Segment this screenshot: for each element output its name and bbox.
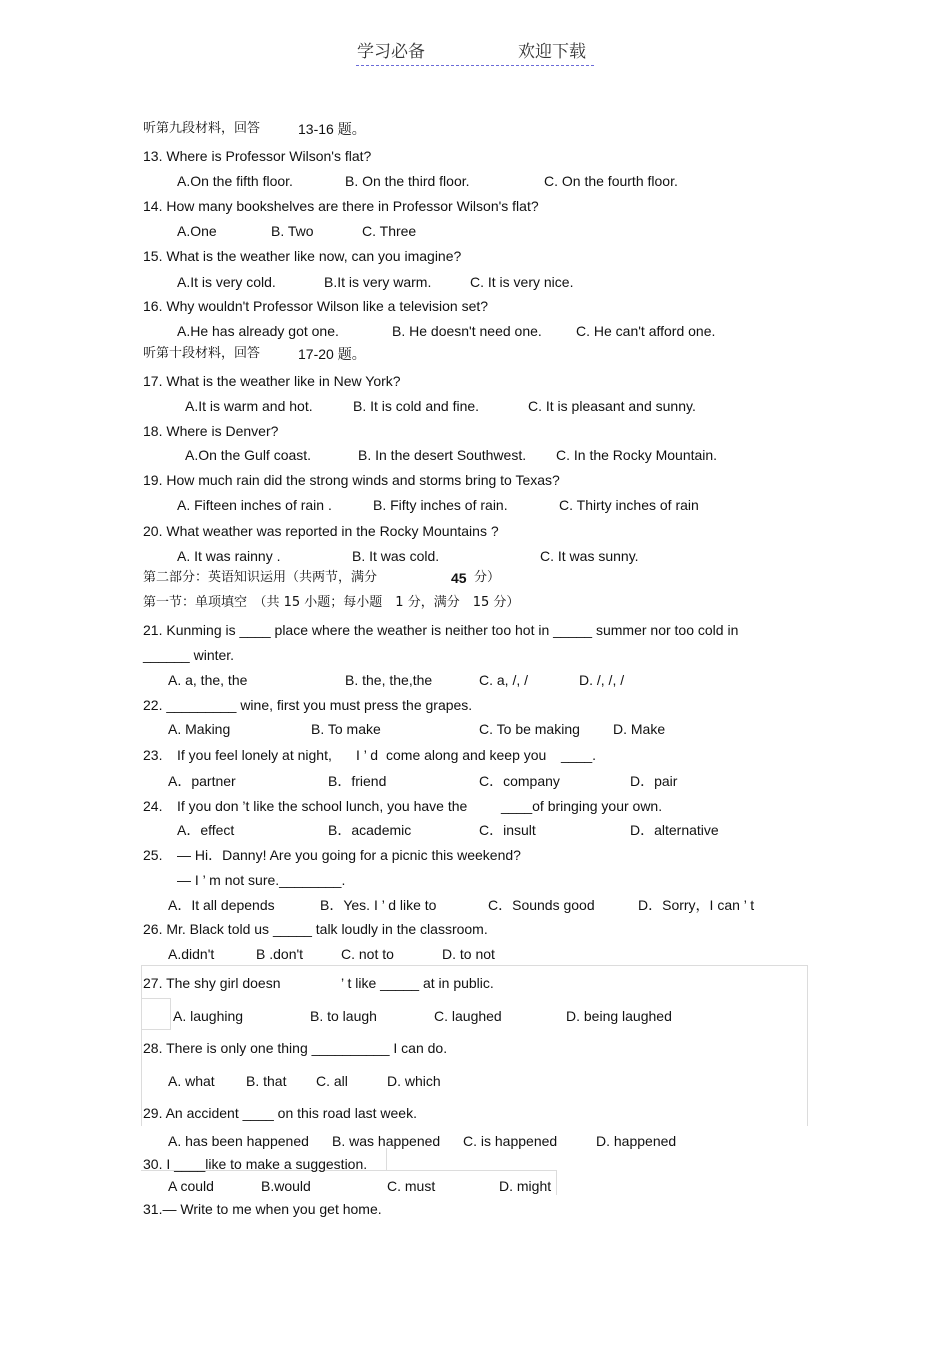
question-27-part-1: 27. The shy girl doesn <box>143 975 281 991</box>
q19-option-a: A. Fifteen inches of rain . <box>177 497 332 513</box>
q26-option-a: A.didn't <box>168 946 215 962</box>
q18-option-a: A.On the Gulf coast. <box>185 447 312 463</box>
q13-option-a: A.On the fifth floor. <box>177 173 293 189</box>
part-2-score-unit: 分） <box>474 570 501 585</box>
question-24-part-2: ____of bringing your own. <box>501 798 663 814</box>
q30-option-b: B.would <box>261 1178 311 1194</box>
question-21-continued: ______ winter. <box>143 647 235 663</box>
q26-option-c: C. not to <box>341 946 394 962</box>
q24-option-c: C．insult <box>479 822 536 838</box>
q30-option-d: D. might <box>499 1178 552 1194</box>
q15-option-b: B.It is very warm. <box>324 274 432 290</box>
q14-option-c: C. Three <box>362 223 417 239</box>
q29-option-d: D. happened <box>596 1133 677 1149</box>
question-16: 16. Why wouldn't Professor Wilson like a television set? <box>143 298 489 314</box>
q25-option-c: C．Sounds good <box>488 897 595 913</box>
q28-option-a: A. what <box>168 1073 215 1089</box>
question-22: 22. _________ wine, first you must press the grapes. <box>143 697 473 713</box>
part-2-section-1-title: 第一节：单项填空 （共 15 小题；每小题 1 分，满分 15 分） <box>143 595 520 610</box>
question-29: 29. An accident ____ on this road last week. <box>143 1105 417 1121</box>
q22-option-a: A. Making <box>168 721 231 737</box>
q24-option-b: B．academic <box>328 822 412 838</box>
q26-option-d: D. to not <box>442 946 495 962</box>
q20-option-c: C. It was sunny. <box>540 548 639 564</box>
question-23-number: 23. <box>143 747 163 763</box>
question-23-part-1: If you feel lonely at night, <box>177 747 332 763</box>
q24-option-d: D．alternative <box>630 822 719 838</box>
q26-option-b: B .don't <box>256 946 304 962</box>
question-24-number: 24. <box>143 798 163 814</box>
question-17: 17. What is the weather like in New York? <box>143 373 401 389</box>
q21-option-b: B. the, the,the <box>345 672 433 688</box>
q13-option-b: B. On the third floor. <box>345 173 470 189</box>
q14-option-a: A.One <box>177 223 217 239</box>
q18-option-c: C. In the Rocky Mountain. <box>556 447 718 463</box>
q18-option-b: B. In the desert Southwest. <box>358 447 527 463</box>
section-9-title: 听第九段材料，回答 <box>143 121 261 136</box>
q15-option-c: C. It is very nice. <box>470 274 574 290</box>
q23-option-b: B．friend <box>328 773 387 789</box>
question-27-part-2: ’ t like _____ at in public. <box>341 975 494 991</box>
header-right: 欢迎下载 <box>518 42 586 62</box>
q17-option-c: C. It is pleasant and sunny. <box>528 398 696 414</box>
header-divider <box>356 65 594 66</box>
q23-option-d: D．pair <box>630 773 678 789</box>
q16-option-b: B. He doesn't need one. <box>392 323 542 339</box>
q25-option-a: A．It all depends <box>168 897 275 913</box>
question-28: 28. There is only one thing __________ I can do. <box>143 1040 448 1056</box>
q17-option-b: B. It is cold and fine. <box>353 398 480 414</box>
q14-option-b: B. Two <box>271 223 314 239</box>
q29-option-b: B. was happened <box>332 1133 441 1149</box>
question-14: 14. How many bookshelves are there in Professor Wilson's flat? <box>143 198 539 214</box>
q21-option-d: D. /, /, / <box>579 672 625 688</box>
q21-option-a: A. a, the, the <box>168 672 248 688</box>
q25-option-d: D．Sorry，I can ’ t <box>638 897 755 913</box>
q30-option-c: C. must <box>387 1178 436 1194</box>
q20-option-b: B. It was cold. <box>352 548 440 564</box>
question-19: 19. How much rain did the strong winds and storms bring to Texas? <box>143 472 560 488</box>
q15-option-a: A.It is very cold. <box>177 274 276 290</box>
q29-option-c: C. is happened <box>463 1133 558 1149</box>
question-21: 21. Kunming is ____ place where the weather is neither too hot in _____ summer nor too cold in <box>143 622 739 638</box>
section-9-range: 13-16 题。 <box>298 121 366 137</box>
question-15: 15. What is the weather like now, can you imagine? <box>143 248 462 264</box>
q25-option-b: B．Yes. I ’ d like to <box>320 897 437 913</box>
q20-option-a: A. It was rainny . <box>177 548 281 564</box>
q27-option-c: C. laughed <box>434 1008 502 1024</box>
q19-option-c: C. Thirty inches of rain <box>559 497 699 513</box>
q30-option-a: A could <box>168 1178 214 1194</box>
q22-option-b: B. To make <box>311 721 381 737</box>
part-2-title: 第二部分：英语知识运用（共两节，满分 <box>143 570 378 585</box>
q23-option-a: A．partner <box>168 773 236 789</box>
q29-option-a: A. has been happened <box>168 1133 309 1149</box>
q27-option-d: D. being laughed <box>566 1008 672 1024</box>
q16-option-c: C. He can't afford one. <box>576 323 716 339</box>
question-31: 31.— Write to me when you get home. <box>143 1201 382 1217</box>
header-left: 学习必备 <box>357 42 425 62</box>
question-25-number: 25. <box>143 847 163 863</box>
q13-option-c: C. On the fourth floor. <box>544 173 678 189</box>
question-23-blank: ____. <box>561 747 597 763</box>
question-25-line-1: — Hi．Danny! Are you going for a picnic this weekend? <box>177 847 521 863</box>
question-25-line-2: — I ’ m not sure.________. <box>177 872 346 888</box>
q28-option-b: B. that <box>246 1073 287 1089</box>
question-26: 26. Mr. Black told us _____ talk loudly in the classroom. <box>143 921 488 937</box>
q22-option-c: C. To be making <box>479 721 580 737</box>
question-13: 13. Where is Professor Wilson's flat? <box>143 148 372 164</box>
q23-option-c: C．company <box>479 773 560 789</box>
section-10-title: 听第十段材料，回答 <box>143 346 261 361</box>
q24-option-a: A．effect <box>177 822 235 838</box>
question-18: 18. Where is Denver? <box>143 423 279 439</box>
q21-option-c: C. a, /, / <box>479 672 529 688</box>
question-box-cell <box>141 998 171 1030</box>
question-23-part-3: come along and keep you <box>386 747 547 763</box>
q28-option-c: C. all <box>316 1073 348 1089</box>
q16-option-a: A.He has already got one. <box>177 323 339 339</box>
q27-option-b: B. to laugh <box>310 1008 377 1024</box>
q28-option-d: D. which <box>387 1073 441 1089</box>
question-24-part-1: If you don ’t like the school lunch, you have the <box>177 798 468 814</box>
q19-option-b: B. Fifty inches of rain. <box>373 497 508 513</box>
part-2-score: 45 <box>451 570 467 586</box>
q27-option-a: A. laughing <box>173 1008 244 1024</box>
q17-option-a: A.It is warm and hot. <box>185 398 313 414</box>
question-23-part-2: I ’ d <box>356 747 379 763</box>
section-10-range: 17-20 题。 <box>298 346 366 362</box>
question-20: 20. What weather was reported in the Rocky Mountains ? <box>143 523 499 539</box>
q22-option-d: D. Make <box>613 721 666 737</box>
question-30: 30. I ____like to make a suggestion. <box>143 1156 368 1172</box>
